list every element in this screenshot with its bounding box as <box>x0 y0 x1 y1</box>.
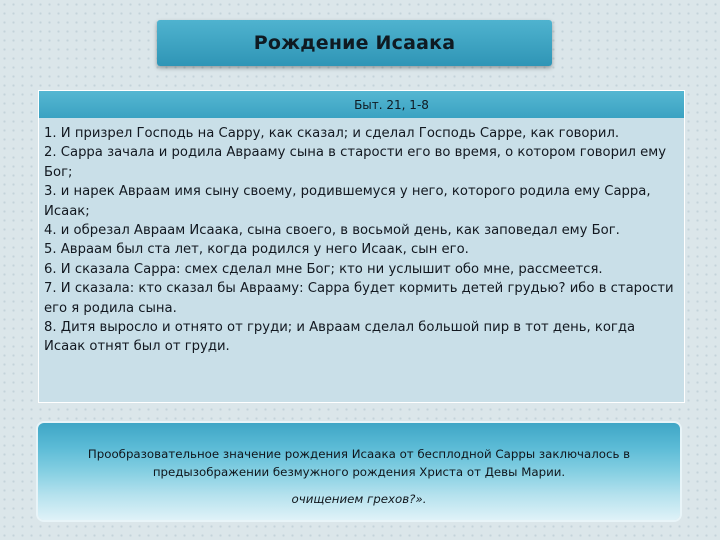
verse-1: 1. И призрел Господь на Сарру, как сказал; и сделал Господь Сарре, как говорил. <box>44 126 620 141</box>
verses-panel <box>38 90 685 403</box>
note-text: Прообразовательное значение рождения Исаака от бесплодной Сарры заключалось в предызображении безмужного рождения Христа от Девы Марии. <box>87 447 631 479</box>
verse-3: 3. и нарек Авраам имя сыну своему, родившемуся у него, которого родила ему Сарра, Исаак; <box>44 184 651 219</box>
note-italic-text: очищением грехов?». <box>291 492 427 506</box>
slide-title: Рождение Исаака <box>253 32 456 54</box>
verse-6: 6. И сказала Сарра: смех сделал мне Бог; кто ни услышит обо мне, рассмеется. <box>44 261 603 277</box>
verse-5: 5. Авраам был ста лет, когда родился у него Исаак, сын его. <box>44 242 469 258</box>
note-panel <box>38 423 680 520</box>
scripture-reference: Быт. 21, 1-8 <box>354 97 429 112</box>
verse-4: 4. и обрезал Авраам Исаака, сына своего, в восьмой день, как заповедал ему Бог. <box>44 223 620 239</box>
verse-7: 7. И сказала: кто сказал бы Аврааму: Сарра будет кормить детей грудью? ибо в старости его я родила сына. <box>44 281 674 316</box>
verse-2: 2. Сарра зачала и родила Аврааму сына в старости его во время, о котором говорил ему Бог; <box>44 145 667 180</box>
verse-list <box>44 124 680 357</box>
reference-bar <box>39 91 684 118</box>
title-banner <box>157 20 552 66</box>
verse-8: 8. Дитя выросло и отнято от груди; и Авраам сделал большой пир в тот день, когда Исаак отнят был от груди. <box>44 320 636 355</box>
